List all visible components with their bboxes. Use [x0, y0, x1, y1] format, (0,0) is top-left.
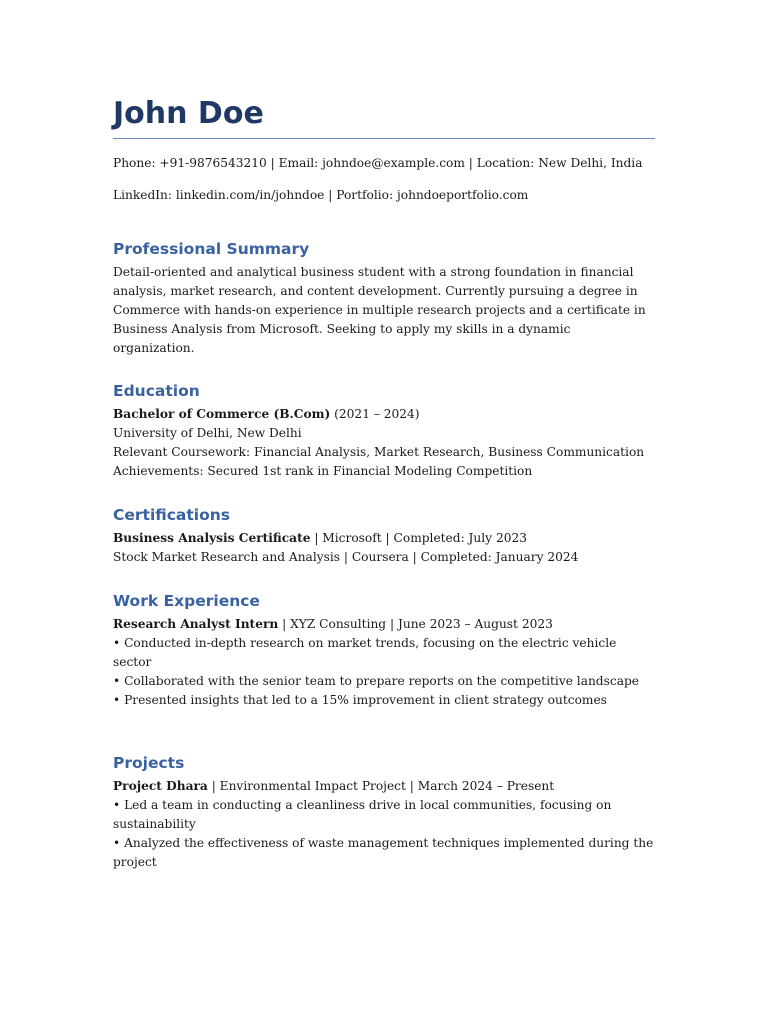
section-title-certifications: Certifications: [113, 506, 231, 524]
project-details: | Environmental Impact Project | March 2024 – Present: [207, 779, 555, 793]
section-title-summary: Professional Summary: [113, 240, 310, 258]
job-details: | XYZ Consulting | June 2023 – August 2023: [278, 617, 553, 631]
job-bullet: • Conducted in-depth research on market trends, focusing on the electric vehicle sector: [113, 636, 617, 669]
certification-item: [113, 529, 655, 548]
contact-info-line: Phone: +91-9876543210 | Email: johndoe@example.com | Location: New Delhi, India: [113, 156, 643, 170]
job-header-line: [113, 615, 655, 634]
degree-years: (2021 – 2024): [330, 407, 420, 421]
certifications-section: [113, 505, 655, 567]
education-section: [113, 381, 655, 481]
certification-name: Business Analysis Certificate: [113, 531, 311, 545]
job-role: Research Analyst Intern: [113, 617, 279, 631]
resume-name: John Doe: [113, 94, 655, 139]
certification-item: Stock Market Research and Analysis | Coursera | Completed: January 2024: [113, 550, 579, 564]
job-bullet: • Presented insights that led to a 15% improvement in client strategy outcomes: [113, 693, 607, 707]
project-bullet: • Analyzed the effectiveness of waste management techniques implemented during the project: [113, 836, 654, 869]
project-name: Project Dhara: [113, 779, 208, 793]
job-bullet: • Collaborated with the senior team to prepare reports on the competitive landscape: [113, 674, 639, 688]
university-line: University of Delhi, New Delhi: [113, 426, 302, 440]
professional-summary-section: [113, 239, 655, 358]
resume-page: [113, 94, 655, 872]
project-bullet: • Led a team in conducting a cleanliness drive in local communities, focusing on sustainability: [113, 798, 612, 831]
section-title-education: Education: [113, 382, 200, 400]
certification-details: | Microsoft | Completed: July 2023: [310, 531, 527, 545]
project-header-line: [113, 777, 655, 796]
links-info-line: LinkedIn: linkedin.com/in/johndoe | Portfolio: johndoeportfolio.com: [113, 188, 529, 202]
degree-name: Bachelor of Commerce (B.Com): [113, 407, 331, 421]
achievements-line: Achievements: Secured 1st rank in Financial Modeling Competition: [113, 464, 533, 478]
section-title-projects: Projects: [113, 754, 185, 772]
coursework-line: Relevant Coursework: Financial Analysis, Market Research, Business Communication: [113, 445, 645, 459]
projects-section: [113, 753, 655, 872]
section-title-work: Work Experience: [113, 592, 260, 610]
degree-line: [113, 405, 655, 424]
summary-text: Detail-oriented and analytical business student with a strong foundation in financial analysis, market research, and content development. Currently pursuing a degree in Commerce with hands-on experience in multiple research projects and a certificate in Business Analysis from Microsoft. Seeking to apply my skills in a dynamic organization.: [113, 265, 646, 355]
work-experience-section: [113, 591, 655, 710]
